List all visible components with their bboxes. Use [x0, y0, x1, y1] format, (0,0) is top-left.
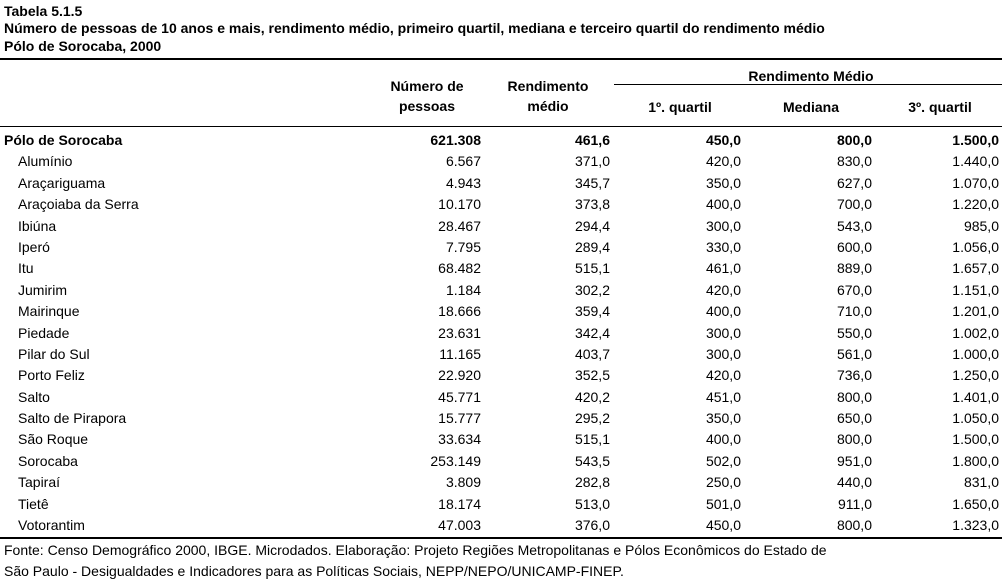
cell-municipio: Tietê [18, 495, 49, 512]
cell-primeiro-quartil: 350,0 [705, 174, 741, 191]
cell-numero-pessoas: 10.170 [438, 196, 481, 213]
cell-rendimento-medio: 352,5 [574, 367, 610, 384]
cell-municipio: Pólo de Sorocaba [4, 132, 123, 148]
cell-numero-pessoas: 621.308 [430, 132, 481, 148]
cell-mediana: 440,0 [836, 474, 872, 491]
cell-primeiro-quartil: 420,0 [705, 281, 741, 298]
cell-municipio: Itu [18, 260, 34, 277]
table-row [0, 237, 1002, 258]
cell-mediana: 800,0 [836, 388, 872, 405]
cell-municipio: Araçoiaba da Serra [18, 196, 139, 213]
cell-primeiro-quartil: 461,0 [705, 260, 741, 277]
header-terceiro-quartil: 3º. quartil [908, 99, 972, 115]
cell-mediana: 561,0 [836, 345, 872, 362]
cell-numero-pessoas: 3.809 [445, 474, 481, 491]
cell-terceiro-quartil: 1.151,0 [952, 281, 999, 298]
cell-rendimento-medio: 289,4 [574, 238, 610, 255]
cell-rendimento-medio: 371,0 [574, 153, 610, 170]
cell-municipio: São Roque [18, 431, 89, 448]
cell-terceiro-quartil: 1.050,0 [952, 410, 999, 427]
table-row [0, 494, 1002, 515]
cell-municipio: Votorantim [18, 517, 85, 534]
cell-mediana: 800,0 [836, 132, 872, 148]
cell-terceiro-quartil: 1.657,0 [952, 260, 999, 277]
cell-municipio: Sorocaba [18, 452, 78, 469]
table-body [0, 130, 1002, 536]
cell-numero-pessoas: 23.631 [438, 324, 481, 341]
cell-numero-pessoas: 18.666 [438, 303, 481, 320]
cell-mediana: 736,0 [836, 367, 872, 384]
cell-rendimento-medio: 461,6 [574, 132, 610, 148]
cell-mediana: 600,0 [836, 238, 872, 255]
table-subtitle: Pólo de Sorocaba, 2000 [4, 38, 162, 54]
cell-numero-pessoas: 47.003 [438, 517, 481, 534]
cell-primeiro-quartil: 300,0 [705, 324, 741, 341]
cell-primeiro-quartil: 420,0 [705, 153, 741, 170]
table-row-total [0, 130, 1002, 151]
cell-rendimento-medio: 420,2 [574, 388, 610, 405]
cell-numero-pessoas: 6.567 [445, 153, 481, 170]
cell-terceiro-quartil: 1.650,0 [952, 495, 999, 512]
cell-rendimento-medio: 515,1 [574, 260, 610, 277]
cell-terceiro-quartil: 1.220,0 [952, 196, 999, 213]
cell-rendimento-medio: 294,4 [574, 217, 610, 234]
header-rendimento-line1: Rendimento [507, 78, 589, 94]
header-primeiro-quartil: 1º. quartil [648, 99, 712, 115]
cell-municipio: Alumínio [18, 153, 73, 170]
table-row [0, 344, 1002, 365]
cell-terceiro-quartil: 1.002,0 [952, 324, 999, 341]
table-row [0, 280, 1002, 301]
cell-rendimento-medio: 359,4 [574, 303, 610, 320]
cell-numero-pessoas: 4.943 [445, 174, 481, 191]
cell-primeiro-quartil: 400,0 [705, 196, 741, 213]
cell-mediana: 911,0 [838, 495, 872, 512]
header-numero-pessoas [362, 76, 492, 116]
cell-rendimento-medio: 515,1 [574, 431, 610, 448]
cell-numero-pessoas: 33.634 [438, 431, 481, 448]
table-row [0, 387, 1002, 408]
header-group-rendimento: Rendimento Médio [748, 68, 874, 84]
cell-numero-pessoas: 22.920 [438, 367, 481, 384]
cell-numero-pessoas: 1.184 [445, 281, 481, 298]
cell-terceiro-quartil: 985,0 [963, 217, 999, 234]
table-row [0, 451, 1002, 472]
cell-terceiro-quartil: 1.056,0 [952, 238, 999, 255]
group-header-rule [614, 84, 1002, 85]
cell-mediana: 550,0 [836, 324, 872, 341]
cell-terceiro-quartil: 1.250,0 [952, 367, 999, 384]
cell-numero-pessoas: 28.467 [438, 217, 481, 234]
cell-mediana: 700,0 [836, 196, 872, 213]
cell-rendimento-medio: 342,4 [574, 324, 610, 341]
cell-rendimento-medio: 302,2 [574, 281, 610, 298]
cell-mediana: 627,0 [836, 174, 872, 191]
cell-primeiro-quartil: 450,0 [705, 517, 741, 534]
cell-numero-pessoas: 45.771 [438, 388, 481, 405]
cell-primeiro-quartil: 250,0 [705, 474, 741, 491]
header-numero-line1: Número de [390, 78, 464, 94]
cell-mediana: 650,0 [836, 410, 872, 427]
cell-municipio: Mairinque [18, 303, 80, 320]
table-title: Número de pessoas de 10 anos e mais, rendimento médio, primeiro quartil, mediana e terceiro quartil do rendimento médio [4, 20, 825, 36]
cell-numero-pessoas: 18.174 [438, 495, 481, 512]
cell-primeiro-quartil: 502,0 [705, 452, 741, 469]
table-row [0, 323, 1002, 344]
cell-terceiro-quartil: 1.440,0 [952, 153, 999, 170]
table-row [0, 216, 1002, 237]
cell-terceiro-quartil: 1.401,0 [952, 388, 999, 405]
cell-municipio: Iperó [18, 238, 50, 255]
cell-mediana: 543,0 [836, 217, 872, 234]
cell-primeiro-quartil: 451,0 [705, 388, 741, 405]
cell-terceiro-quartil: 1.000,0 [952, 345, 999, 362]
header-rule [0, 126, 1002, 127]
cell-primeiro-quartil: 400,0 [705, 431, 741, 448]
cell-primeiro-quartil: 350,0 [705, 410, 741, 427]
cell-terceiro-quartil: 1.070,0 [952, 174, 999, 191]
cell-primeiro-quartil: 450,0 [705, 132, 741, 148]
table-row [0, 429, 1002, 450]
cell-rendimento-medio: 373,8 [574, 196, 610, 213]
cell-terceiro-quartil: 1.201,0 [952, 303, 999, 320]
cell-terceiro-quartil: 1.500,0 [952, 431, 999, 448]
cell-primeiro-quartil: 420,0 [705, 367, 741, 384]
footnote-line1: Fonte: Censo Demográfico 2000, IBGE. Microdados. Elaboração: Projeto Regiões Metropolitanas e Pólos Econômicos do Estado de [4, 542, 827, 558]
footnote-line2: São Paulo - Desigualdades e Indicadores para as Políticas Sociais, NEPP/NEPO/UNICAMP-FINEP. [4, 563, 624, 579]
top-rule [0, 58, 1002, 60]
table-row [0, 408, 1002, 429]
cell-rendimento-medio: 543,5 [574, 452, 610, 469]
cell-terceiro-quartil: 1.500,0 [952, 132, 999, 148]
cell-numero-pessoas: 15.777 [438, 410, 481, 427]
cell-primeiro-quartil: 300,0 [705, 217, 741, 234]
table-row [0, 365, 1002, 386]
cell-municipio: Salto [18, 388, 50, 405]
table-row [0, 173, 1002, 194]
cell-municipio: Piedade [18, 324, 70, 341]
cell-rendimento-medio: 295,2 [574, 410, 610, 427]
cell-numero-pessoas: 253.149 [430, 452, 481, 469]
cell-primeiro-quartil: 330,0 [705, 238, 741, 255]
cell-mediana: 670,0 [836, 281, 872, 298]
cell-rendimento-medio: 282,8 [574, 474, 610, 491]
cell-rendimento-medio: 513,0 [574, 495, 610, 512]
table-row [0, 258, 1002, 279]
cell-municipio: Araçariguama [18, 174, 106, 191]
header-rendimento-medio [488, 76, 608, 116]
cell-mediana: 800,0 [836, 517, 872, 534]
cell-municipio: Salto de Pirapora [18, 410, 127, 427]
header-rendimento-line2: médio [527, 98, 569, 114]
cell-municipio: Tapiraí [18, 474, 61, 491]
cell-terceiro-quartil: 1.800,0 [952, 452, 999, 469]
table-label: Tabela 5.1.5 [4, 3, 83, 19]
header-numero-line2: pessoas [398, 98, 456, 114]
cell-terceiro-quartil: 1.323,0 [952, 517, 999, 534]
header-mediana: Mediana [782, 99, 839, 115]
bottom-rule [0, 537, 1002, 539]
cell-mediana: 830,0 [836, 153, 872, 170]
cell-numero-pessoas: 11.165 [439, 345, 481, 362]
cell-rendimento-medio: 376,0 [574, 517, 610, 534]
cell-numero-pessoas: 7.795 [445, 238, 481, 255]
table-row [0, 301, 1002, 322]
table-row [0, 194, 1002, 215]
cell-mediana: 800,0 [836, 431, 872, 448]
cell-rendimento-medio: 345,7 [574, 174, 610, 191]
cell-numero-pessoas: 68.482 [438, 260, 481, 277]
cell-mediana: 951,0 [836, 452, 872, 469]
cell-municipio: Porto Feliz [18, 367, 85, 384]
cell-mediana: 710,0 [836, 303, 872, 320]
table-row [0, 472, 1002, 493]
table-row [0, 515, 1002, 536]
cell-municipio: Pilar do Sul [18, 345, 90, 362]
cell-terceiro-quartil: 831,0 [963, 474, 999, 491]
cell-primeiro-quartil: 501,0 [705, 495, 741, 512]
cell-primeiro-quartil: 400,0 [705, 303, 741, 320]
cell-primeiro-quartil: 300,0 [705, 345, 741, 362]
cell-municipio: Ibiúna [18, 217, 57, 234]
cell-municipio: Jumirim [18, 281, 67, 298]
cell-rendimento-medio: 403,7 [574, 345, 610, 362]
cell-mediana: 889,0 [836, 260, 872, 277]
table-row [0, 151, 1002, 172]
